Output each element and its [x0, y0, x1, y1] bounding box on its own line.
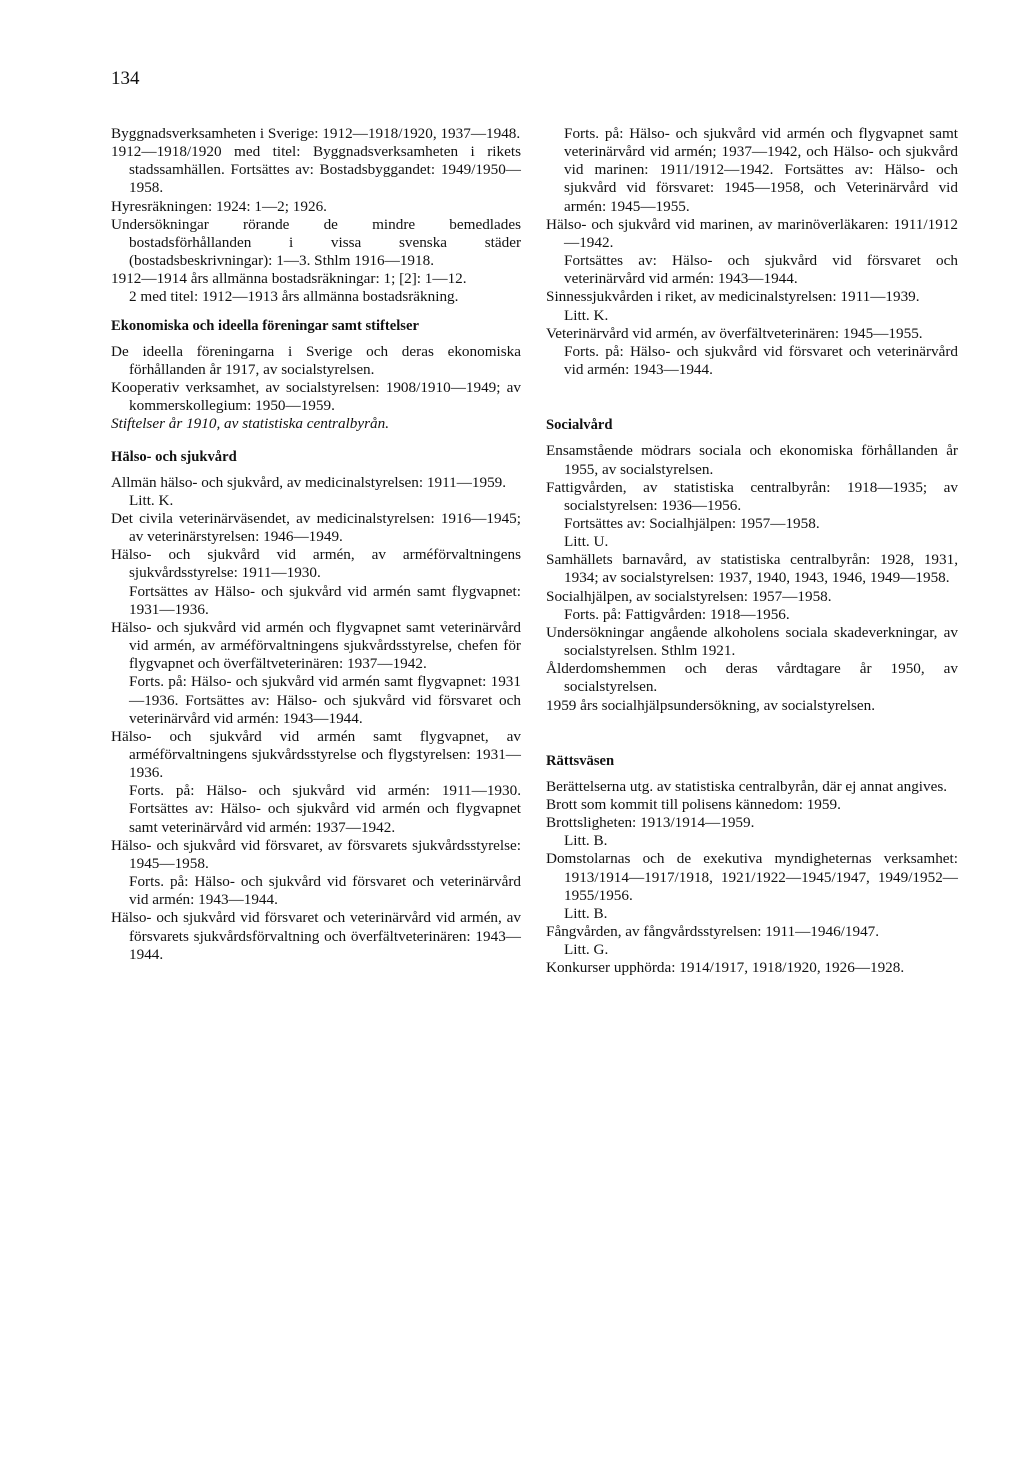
entry: Veterinärvård vid armén, av överfältveterinären: 1945—1955. — [546, 324, 923, 342]
entry: Hälso- och sjukvård vid armén, av arméförvaltningens sjukvårdsstyrelse: 1911—1930. — [111, 546, 521, 582]
entry: Brott som kommit till polisens kännedom: 1959. — [546, 796, 841, 813]
entry-note: Litt. B. — [564, 832, 608, 850]
entry: De ideella föreningarna i Sverige och deras ekonomiska förhållanden år 1917, av socialstyrelsen. — [111, 342, 521, 378]
entry-note: Forts. på: Hälso- och sjukvård vid armén: 1911—1930. Fortsättes av: Hälso- och sjukvård vid armén och flygvapnet samt veterinärvård vid armén: 1937—1942. — [129, 782, 521, 836]
section-bostader — [111, 125, 521, 307]
entry: Fångvården, av fångvårdsstyrelsen: 1911—1946/1947. — [546, 923, 880, 941]
entry-note: Litt. G. — [564, 941, 609, 959]
entry: Undersökningar angående alkoholens sociala skadeverkningar, av socialstyrelsen. Sthlm 1921. — [546, 623, 958, 660]
entry: Socialhjälpen, av socialstyrelsen: 1957—1958. — [546, 587, 832, 605]
entry: Hälso- och sjukvård vid armén och flygvapnet samt veterinärvård vid armén, av arméförvaltningens sjukvårdsstyrelse, chefen för flygvapnet och överfältveterinären: 1937—1942. — [111, 618, 521, 673]
entry: Undersökningar rörande de mindre bemedlades bostadsförhållanden i vissa svenska städer (bostadsbeskrivningar): 1—3. Sthlm 1916—1918. — [111, 215, 521, 270]
entry: Fattigvården, av statistiska centralbyrån: 1918—1935; av socialstyrelsen: 1936—1956. — [546, 478, 958, 514]
left-column — [111, 125, 521, 964]
entry: Konkurser upphörda: 1914/1917, 1918/1920, 1926—1928. — [546, 959, 905, 977]
entry-note: Litt. U. — [564, 533, 609, 551]
section-heading-foreningar: Ekonomiska och ideella föreningar samt stiftelser — [111, 317, 419, 334]
section-foreningar — [111, 343, 521, 434]
entry: Sinnessjukvården i riket, av medicinalstyrelsen: 1911—1939. — [546, 288, 920, 306]
entry-note: Forts. på: Hälso- och sjukvård vid försvaret och veterinärvård vid armén: 1943—1944. — [564, 342, 958, 379]
entry: Hälso- och sjukvård vid marinen, av marinöverläkaren: 1911/1912—1942. — [546, 215, 958, 251]
entry-note: Forts. på: Hälso- och sjukvård vid armén samt flygvapnet: 1931—1936. Fortsättes av: Hälso- och sjukvård vid försvaret och veterinärvård vid armén: 1943—1944. — [129, 673, 521, 727]
entry: Brottsligheten: 1913/1914—1959. — [546, 814, 755, 832]
entry: Ålderdomshemmen och deras vårdtagare år 1950, av socialstyrelsen. — [546, 660, 958, 696]
entry: Domstolarnas och de exekutiva myndigheternas verksamhet: 1913/1914—1917/1918, 1921/1922—1945/1947, 1949/1952—1955/1956. — [546, 850, 958, 904]
section-halso-sjukvard — [111, 474, 521, 964]
entry-note: Litt. K. — [564, 306, 609, 324]
entry-note: Fortsättes av: Hälso- och sjukvård vid försvaret och veterinärvård vid armén: 1943—1944. — [564, 252, 958, 288]
entry: Stiftelser år 1910, av statistiska centralbyrån. — [111, 415, 389, 433]
entry: Kooperativ verksamhet, av socialstyrelsen: 1908/1910—1949; av kommerskollegium: 1950—1959. — [111, 379, 521, 415]
entry: Byggnadsverksamheten i Sverige: 1912—1918/1920, 1937—1948. — [111, 125, 521, 142]
entry: Det civila veterinärväsendet, av medicinalstyrelsen: 1916—1945; av veterinärstyrelsen: 1946—1949. — [111, 509, 521, 546]
section-heading-rattsvasen: Rättsväsen — [546, 752, 615, 769]
section-socialvard — [546, 442, 958, 714]
entry: 1912—1914 års allmänna bostadsräkningar: 1; [2]: 1—12. — [111, 270, 467, 288]
entry: Ensamstående mödrars sociala och ekonomiska förhållanden år 1955, av socialstyrelsen. — [546, 442, 958, 478]
right-column — [546, 125, 958, 978]
page-number: 134 — [111, 68, 140, 89]
section-heading-halso-sjukvard: Hälso- och sjukvård — [111, 448, 237, 465]
entry: Allmän hälso- och sjukvård, av medicinalstyrelsen: 1911—1959. — [111, 473, 507, 491]
entry: 1959 års socialhjälpsundersökning, av socialstyrelsen. — [546, 696, 875, 714]
entry: Hälso- och sjukvård vid försvaret och veterinärvård vid armén, av försvarets sjukvårdsförvaltning och överfältveterinären: 1943—1944. — [111, 909, 521, 963]
entry-note: Litt. B. — [564, 904, 608, 922]
entry: Hyresräkningen: 1924: 1—2; 1926. — [111, 197, 327, 215]
entry-note: 2 med titel: 1912—1913 års allmänna bostadsräkning. — [129, 288, 459, 306]
section-halso-sjukvard-cont — [546, 125, 958, 379]
entry: 1912—1918/1920 med titel: Byggnadsverksamheten i rikets stadssamhällen. Fortsättes av: Bostadsbyggandet: 1949/1950—1958. — [111, 143, 521, 197]
section-heading-socialvard: Socialvård — [546, 417, 613, 434]
entry-note: Fortsättes av: Socialhjälpen: 1957—1958. — [564, 514, 820, 532]
entry: Berättelserna utg. av statistiska centralbyrån, där ej annat angives. — [546, 777, 948, 795]
entry: Hälso- och sjukvård vid armén samt flygvapnet, av arméförvaltningens sjukvårdsstyrelse och flygstyrelsen: 1931—1936. — [111, 727, 521, 782]
entry-note: Forts. på: Hälso- och sjukvård vid armén och flygvapnet samt veterinärvård vid armén; 1937—1942, och Hälso- och sjukvård vid marinen: 1911/1912—1942. Fortsättes av: Hälso- och sjukvård vid försvaret: 1945—1958, och Veterinärvård vid armén: 1945—1955. — [564, 125, 958, 215]
section-rattsvasen — [546, 778, 958, 978]
entry-note: Forts. på: Hälso- och sjukvård vid försvaret och veterinärvård vid armén: 1943—1944. — [129, 873, 521, 909]
entry-note: Litt. K. — [129, 491, 174, 509]
entry: Hälso- och sjukvård vid försvaret, av försvarets sjukvårdsstyrelse: 1945—1958. — [111, 836, 521, 872]
entry-note: Forts. på: Fattigvården: 1918—1956. — [564, 605, 790, 623]
entry: Samhällets barnavård, av statistiska centralbyrån: 1928, 1931, 1934; av socialstyrelsen: 1937, 1940, 1943, 1946, 1949—1958. — [546, 551, 958, 587]
entry-note: Fortsättes av Hälso- och sjukvård vid armén samt flygvapnet: 1931—1936. — [129, 582, 521, 618]
